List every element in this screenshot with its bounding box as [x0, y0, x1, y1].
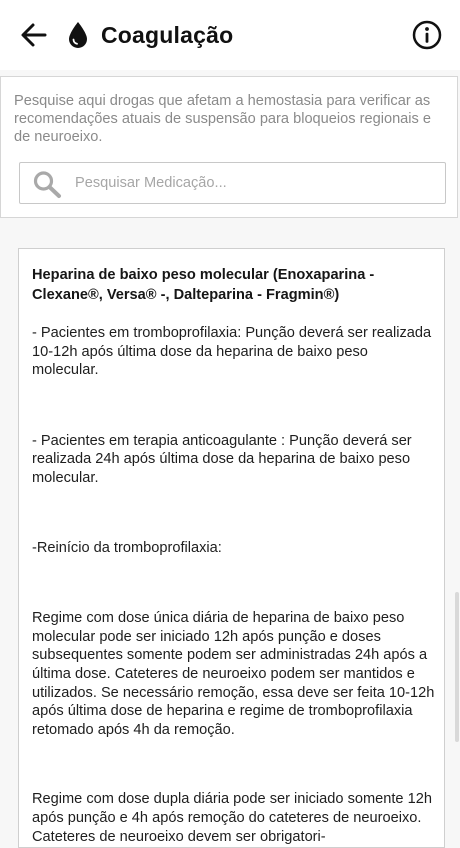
search-panel [0, 76, 458, 218]
info-circle-icon [410, 18, 444, 52]
drug-title: Heparina de baixo peso molecular (Enoxaparina - Clexane®, Versa® -, Dalteparina - Fragmin®) [32, 267, 375, 303]
scrollbar[interactable] [455, 592, 459, 742]
arrow-left-icon [14, 18, 54, 52]
info-paragraph-1: - Pacientes em tromboprofilaxia: Punção deverá ser realizada 10-12h após última dose da heparina de baixo peso molecular. [32, 325, 432, 379]
info-button[interactable] [410, 18, 444, 52]
back-button[interactable] [14, 18, 54, 52]
intro-description: Pesquise aqui drogas que afetam a hemostasia para verificar as recomendações atuais de suspensão para bloqueios regionais e de neuroeixo. [14, 93, 432, 145]
search-box[interactable] [19, 162, 446, 204]
search-icon [32, 170, 62, 198]
info-paragraph-5: Regime com dose dupla diária pode ser iniciado somente 12h após punção e 4h após remoção do cateteres de neuroeixo. Cateteres de neuroeixo devem ser obrigatori- [32, 791, 432, 845]
app-header [0, 0, 460, 70]
info-paragraph-2: - Pacientes em terapia anticoagulante : Punção deverá ser realizada 24h após última dose da heparina de baixo peso molecular. [32, 432, 412, 486]
info-paragraph-3: -Reinício da tromboprofilaxia: [32, 539, 222, 556]
drug-info-content [32, 265, 437, 846]
blood-drop-icon [66, 21, 90, 49]
info-paragraph-4: Regime com dose única diária de heparina de baixo peso molecular pode ser iniciado 12h após punção e doses subsequentes somente podem ser administradas 24h após a última dose. Cateteres de neuroeixo podem ser mantidos e utilizados. Se necessário remoção, essa deve ser feita 10-12h após última dose de heparina e regime de tromboprofilaxia retomado após 4h da remoção. [32, 610, 435, 738]
search-input[interactable] [75, 171, 435, 195]
page-title: Coagulação [101, 22, 234, 48]
drug-info-card [18, 248, 445, 848]
